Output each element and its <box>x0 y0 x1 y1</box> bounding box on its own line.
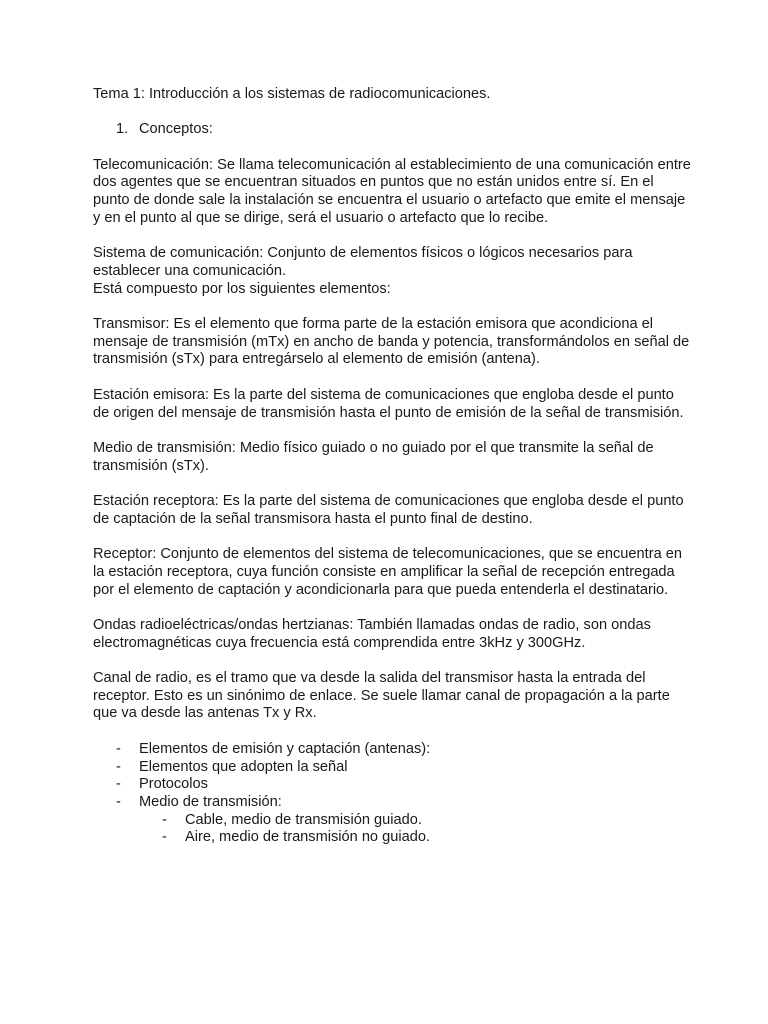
list-item-text: Cable, medio de transmisión guiado. <box>185 811 422 828</box>
document-page <box>93 86 693 847</box>
list-item-text: Elementos de emisión y captación (antenas): <box>139 740 431 757</box>
paragraph-telecomunicacion: Telecomunicación: Se llama telecomunicación al establecimiento de una comunicación entre dos agentes que se encuentran situados en puntos que no están unidos entre sí. En el punto de donde sale la instalación se encuentra el usuario o artefacto que emite el mensaje y en el punto al que se dirige, será el usuario o artefacto que lo recibe. <box>93 156 691 226</box>
list-item <box>93 759 693 777</box>
list-item <box>93 812 693 830</box>
bullet-dash: - <box>116 758 121 775</box>
bullet-dash: - <box>116 740 121 757</box>
spacer <box>93 723 693 741</box>
spacer <box>93 369 693 387</box>
paragraph-transmisor: Transmisor: Es el elemento que forma parte de la estación emisora que acondiciona el mensaje de transmisión (mTx) en ancho de banda y potencia, transformándolos en señal de transmisión (sTx) para entregárselo al elemento de emisión (antena). <box>93 316 690 368</box>
list-item-text: Protocolos <box>139 776 208 793</box>
spacer <box>93 298 693 316</box>
paragraph-medio: Medio de transmisión: Medio físico guiado o no guiado por el que transmite la señal de transmisión (sTx). <box>93 439 654 474</box>
spacer <box>93 139 693 157</box>
paragraph-canal: Canal de radio, es el tramo que va desde la salida del transmisor hasta la entrada del receptor. Esto es un sinónimo de enlace. Se suele llamar canal de propagación a la parte que va desde las antenas Tx y Rx. <box>93 670 670 722</box>
spacer <box>93 528 693 546</box>
bullet-list <box>93 741 693 812</box>
spacer <box>93 228 693 246</box>
section-heading: Conceptos: <box>139 121 213 138</box>
list-number: 1. <box>116 121 129 138</box>
numbered-heading <box>93 121 693 139</box>
sub-bullet-list <box>93 812 693 847</box>
bullet-dash: - <box>162 829 167 846</box>
paragraph-receptor: Receptor: Conjunto de elementos del sistema de telecomunicaciones, que se encuentra en la estación receptora, cuya función consiste en amplificar la señal de recepción entregada por el elemento de captación y acondicionarla para que pueda entenderla el destinatario. <box>93 546 682 598</box>
spacer <box>93 104 693 122</box>
list-item-text: Aire, medio de transmisión no guiado. <box>185 829 430 846</box>
list-item <box>93 776 693 794</box>
bullet-dash: - <box>162 811 167 828</box>
spacer <box>93 475 693 493</box>
document-title: Tema 1: Introducción a los sistemas de radiocomunicaciones. <box>93 86 491 102</box>
paragraph-sistema: Sistema de comunicación: Conjunto de elementos físicos o lógicos necesarios para establecer una comunicación. <box>93 245 633 279</box>
paragraph-compuesto: Está compuesto por los siguientes elementos: <box>93 280 391 297</box>
bullet-dash: - <box>116 793 121 810</box>
spacer <box>93 652 693 670</box>
list-item <box>93 741 693 759</box>
list-item-text: Elementos que adopten la señal <box>139 758 348 775</box>
list-item-text: Medio de transmisión: <box>139 793 282 810</box>
spacer <box>93 599 693 617</box>
paragraph-estacion-emisora: Estación emisora: Es la parte del sistema de comunicaciones que engloba desde el punto de origen del mensaje de transmisión hasta el punto de emisión de la señal de transmisión. <box>93 386 684 421</box>
list-item <box>93 829 693 847</box>
paragraph-estacion-receptora: Estación receptora: Es la parte del sistema de comunicaciones que engloba desde el punto de captación de la señal transmisora hasta el punto final de destino. <box>93 493 684 527</box>
bullet-dash: - <box>116 776 121 793</box>
paragraph-ondas: Ondas radioeléctricas/ondas hertzianas: También llamadas ondas de radio, son ondas electromagnéticas cuya frecuencia está comprendida entre 3kHz y 300GHz. <box>93 616 651 651</box>
spacer <box>93 422 693 440</box>
list-item <box>93 794 693 812</box>
